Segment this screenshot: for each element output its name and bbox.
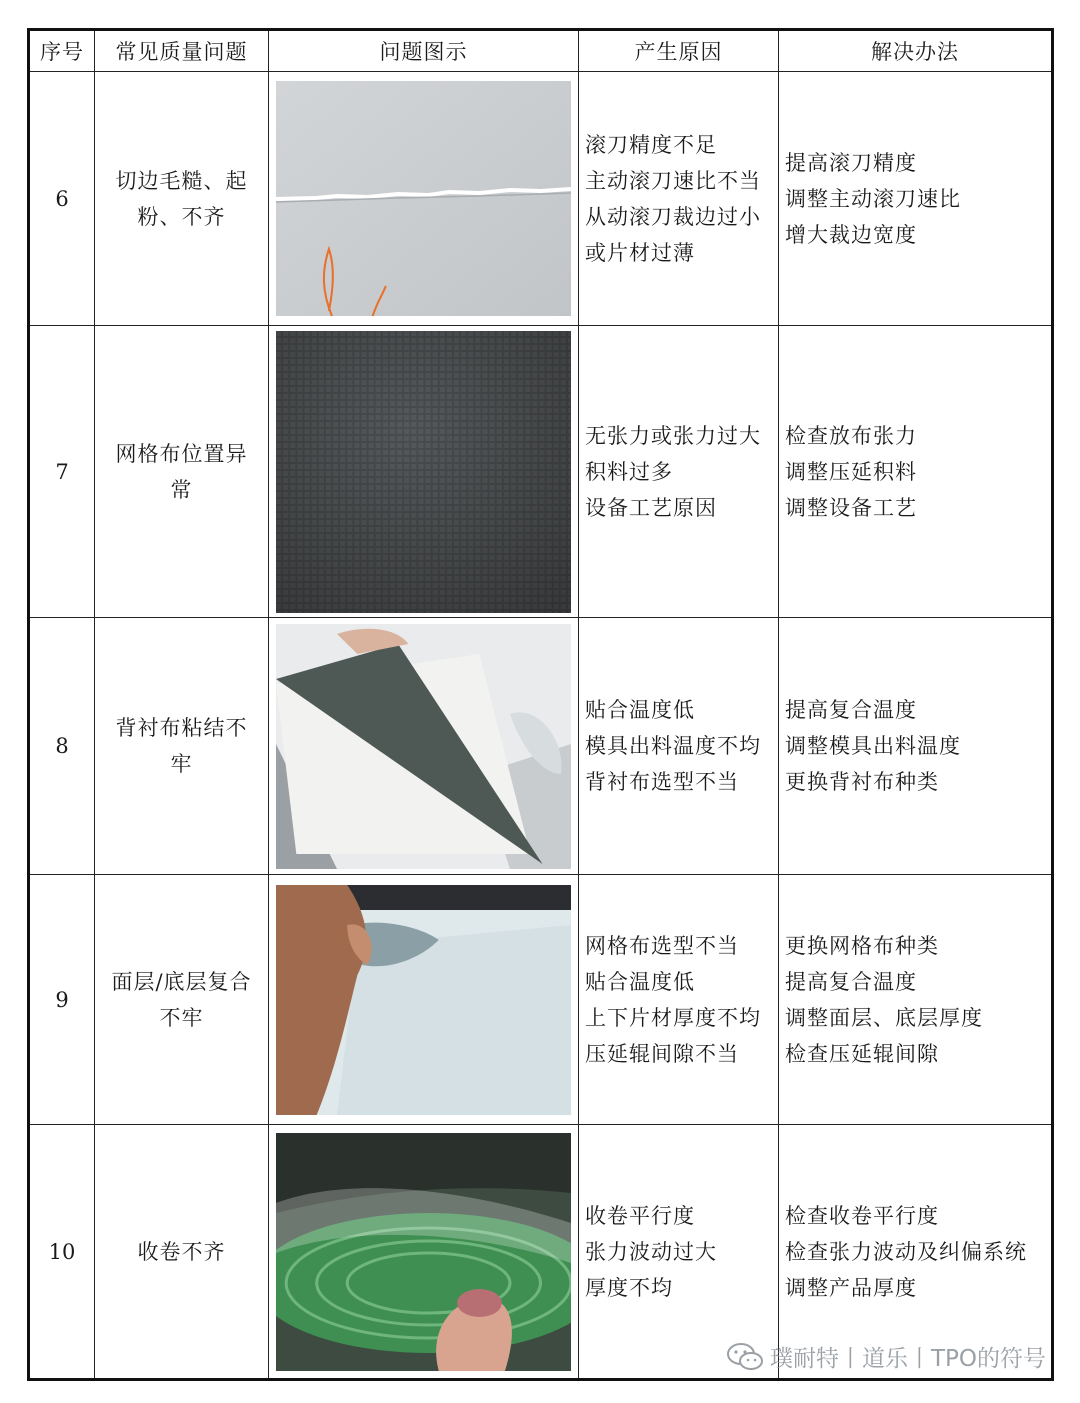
image-cell	[269, 1125, 579, 1380]
cause-line: 贴合温度低	[585, 969, 695, 994]
issue-line: 网格布位置异	[115, 441, 248, 466]
solution-line: 调整模具出料温度	[785, 734, 961, 758]
solution-line: 更换背衬布种类	[785, 770, 939, 794]
solution-line: 调整主动滚刀速比	[785, 186, 961, 211]
header-cause: 产生原因	[579, 30, 779, 72]
solution-cell	[779, 326, 1053, 618]
table-row	[29, 72, 1053, 326]
image-cell	[269, 618, 579, 875]
cause-cell	[579, 72, 779, 326]
issue-cell	[95, 1125, 269, 1380]
cause-line: 滚刀精度不足	[585, 132, 717, 157]
layer-peel-photo	[276, 885, 571, 1115]
cause-line: 收卷平行度	[585, 1203, 695, 1228]
table-row	[29, 875, 1053, 1125]
issue-line: 不牢	[159, 1005, 204, 1030]
row-number: 10	[29, 1125, 95, 1380]
image-cell	[269, 326, 579, 618]
header-no: 序号	[29, 30, 95, 72]
solution-line: 检查放布张力	[785, 423, 917, 448]
grid-fabric-photo	[276, 331, 571, 613]
issue-line: 常	[170, 477, 193, 502]
row-number: 8	[29, 618, 95, 875]
solution-cell	[779, 875, 1053, 1125]
cause-line: 积料过多	[585, 459, 673, 484]
table-header-row	[29, 30, 1053, 72]
row-number: 7	[29, 326, 95, 618]
cause-line: 背衬布选型不当	[585, 770, 739, 794]
solution-cell	[779, 72, 1053, 326]
solution-cell	[779, 618, 1053, 875]
watermark-text: 璞耐特丨道乐丨TPO的符号	[769, 1346, 1046, 1372]
issue-cell	[95, 618, 269, 875]
solution-line: 调整设备工艺	[785, 495, 917, 520]
issue-line: 收卷不齐	[137, 1239, 226, 1264]
issue-line: 面层/底层复合	[111, 969, 252, 994]
quality-issues-table	[27, 28, 1054, 1381]
solution-line: 检查张力波动及纠偏系统	[785, 1239, 1027, 1264]
image-cell	[269, 875, 579, 1125]
cause-line: 张力波动过大	[585, 1239, 717, 1264]
issue-cell	[95, 875, 269, 1125]
row-number: 9	[29, 875, 95, 1125]
header-issue: 常见质量问题	[95, 30, 269, 72]
cause-line: 或片材过薄	[585, 240, 695, 265]
solution-line: 提高滚刀精度	[785, 150, 917, 175]
cause-line: 无张力或张力过大	[585, 423, 761, 448]
cause-line: 厚度不均	[585, 1275, 673, 1300]
issue-cell	[95, 72, 269, 326]
solution-line: 调整产品厚度	[785, 1275, 917, 1300]
issue-line: 粉、不齐	[137, 204, 226, 229]
cause-line: 主动滚刀速比不当	[585, 168, 761, 193]
row-number: 6	[29, 72, 95, 326]
wechat-icon	[726, 1342, 764, 1372]
solution-line: 检查压延辊间隙	[785, 1041, 939, 1066]
table-row	[29, 326, 1053, 618]
solution-line: 更换网格布种类	[785, 933, 939, 958]
header-image: 问题图示	[269, 30, 579, 72]
cause-line: 贴合温度低	[585, 698, 695, 722]
issue-line: 牢	[170, 752, 193, 776]
solution-line: 检查收卷平行度	[785, 1203, 939, 1228]
cause-line: 网格布选型不当	[585, 933, 739, 958]
solution-line: 提高复合温度	[785, 698, 917, 722]
header-solution: 解决办法	[779, 30, 1053, 72]
issue-cell	[95, 326, 269, 618]
cause-cell	[579, 875, 779, 1125]
image-cell	[269, 72, 579, 326]
cause-line: 压延辊间隙不当	[585, 1041, 739, 1066]
cause-line: 从动滚刀裁边过小	[585, 204, 761, 229]
solution-line: 调整压延积料	[785, 459, 917, 484]
solution-line: 增大裁边宽度	[785, 222, 917, 247]
backing-fabric-photo	[276, 624, 571, 869]
table-row	[29, 618, 1053, 875]
watermark	[726, 1340, 1046, 1373]
roll-winding-photo	[276, 1133, 571, 1371]
issue-line: 背衬布粘结不	[115, 716, 248, 740]
edge-burr-photo	[276, 81, 571, 316]
cause-cell	[579, 326, 779, 618]
solution-line: 调整面层、底层厚度	[785, 1005, 983, 1030]
cause-line: 上下片材厚度不均	[585, 1005, 761, 1030]
issue-line: 切边毛糙、起	[115, 168, 248, 193]
solution-line: 提高复合温度	[785, 969, 917, 994]
cause-line: 设备工艺原因	[585, 495, 717, 520]
cause-cell	[579, 618, 779, 875]
cause-line: 模具出料温度不均	[585, 734, 761, 758]
